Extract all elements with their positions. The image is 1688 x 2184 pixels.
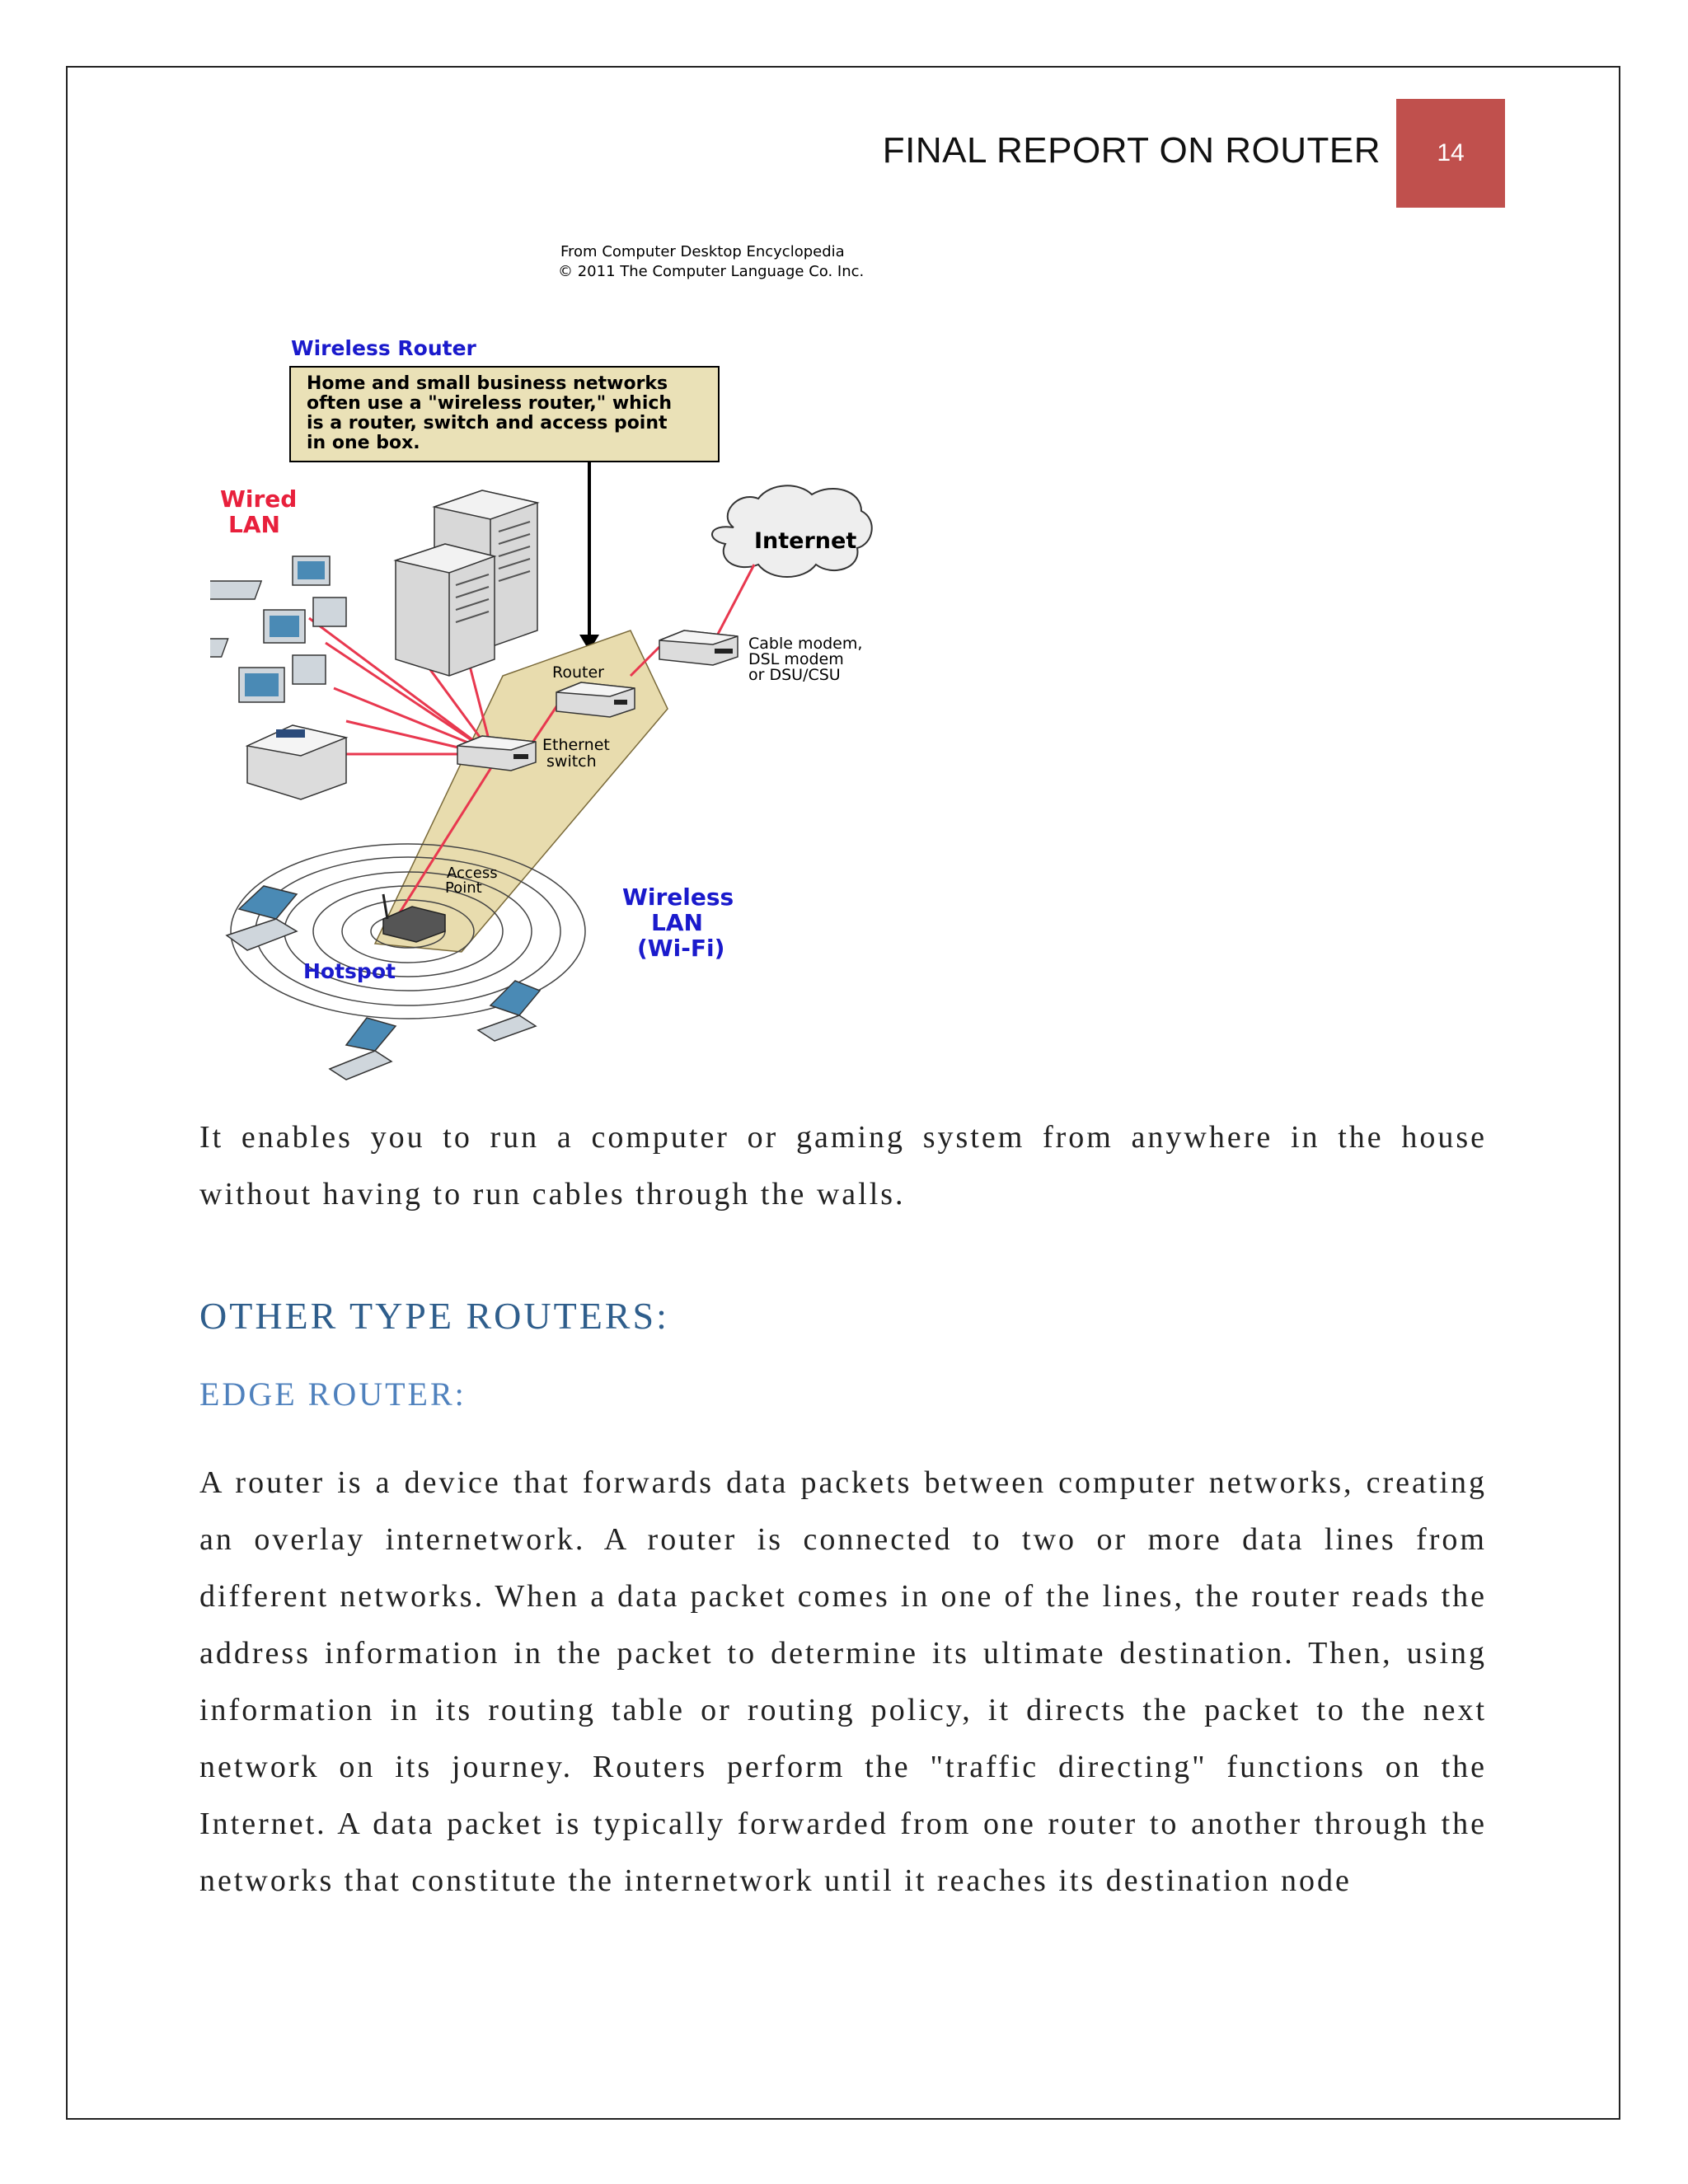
callout-line-4: in one box. — [307, 433, 420, 453]
server-icon — [396, 490, 537, 676]
internet-link — [715, 565, 754, 640]
wireless-lan-label-line2: LAN — [651, 909, 703, 936]
callout-line-1: Home and small business networks — [307, 373, 668, 394]
modem-label-line3: or DSU/CSU — [748, 666, 841, 684]
wireless-lan-label-line3: (Wi-Fi) — [637, 935, 725, 962]
callout-line-2: often use a "wireless router," which — [307, 393, 673, 414]
wired-lan-label-line2: LAN — [228, 511, 280, 538]
printer-icon — [247, 725, 346, 799]
access-point-label-line1: Access — [447, 865, 498, 882]
router-label: Router — [552, 663, 604, 682]
switch-label-line1: Ethernet — [542, 736, 610, 754]
modem-label-line2: DSL modem — [748, 650, 844, 668]
ethernet-switch-icon — [457, 736, 536, 771]
access-point-label-line2: Point — [445, 879, 482, 897]
wireless-lan-label-line1: Wireless — [622, 883, 734, 911]
figure-credit-line2: © 2011 The Computer Language Co. Inc. — [558, 263, 865, 280]
paragraph-edge-router: A router is a device that forwards data packets between computer networks, creating an overlay internetwork. A router is connected to two or more data lines from different networks. When a data packet comes in one of the lines, the router reads the address information in the packet to determine its ultimate destination. Then, using information in its routing table or routing policy, it directs the packet to the next network on its journey. Routers perform the "traffic directing" functions on the Internet. A data packet is typically forwarded from one router to another through the networks that constitute the internetwork until it reaches its destination node — [199, 1465, 1487, 1898]
wired-lan-label-line1: Wired — [220, 485, 298, 513]
page-number-badge: 14 — [1396, 99, 1505, 208]
callout-line-3: is a router, switch and access point — [307, 413, 668, 434]
modem-label-line1: Cable modem, — [748, 635, 863, 653]
subsection-heading-edge-router: EDGE ROUTER: — [199, 1376, 467, 1413]
wireless-router-diagram — [210, 235, 919, 1088]
switch-label-line2: switch — [546, 752, 597, 771]
router-icon — [556, 682, 635, 717]
internet-label: Internet — [754, 528, 857, 554]
hotspot-label: Hotspot — [303, 959, 396, 983]
wireless-router-label: Wireless Router — [291, 336, 476, 360]
section-heading-other-routers: OTHER TYPE ROUTERS: — [199, 1295, 669, 1337]
cable-modem-icon — [659, 630, 738, 665]
figure-credit-line1: From Computer Desktop Encyclopedia — [560, 243, 845, 260]
paragraph-wireless-benefit: It enables you to run a computer or gaming system from anywhere in the house without having to run cables through the walls. — [199, 1120, 1487, 1212]
header-title: FINAL REPORT ON ROUTER — [882, 130, 1381, 171]
